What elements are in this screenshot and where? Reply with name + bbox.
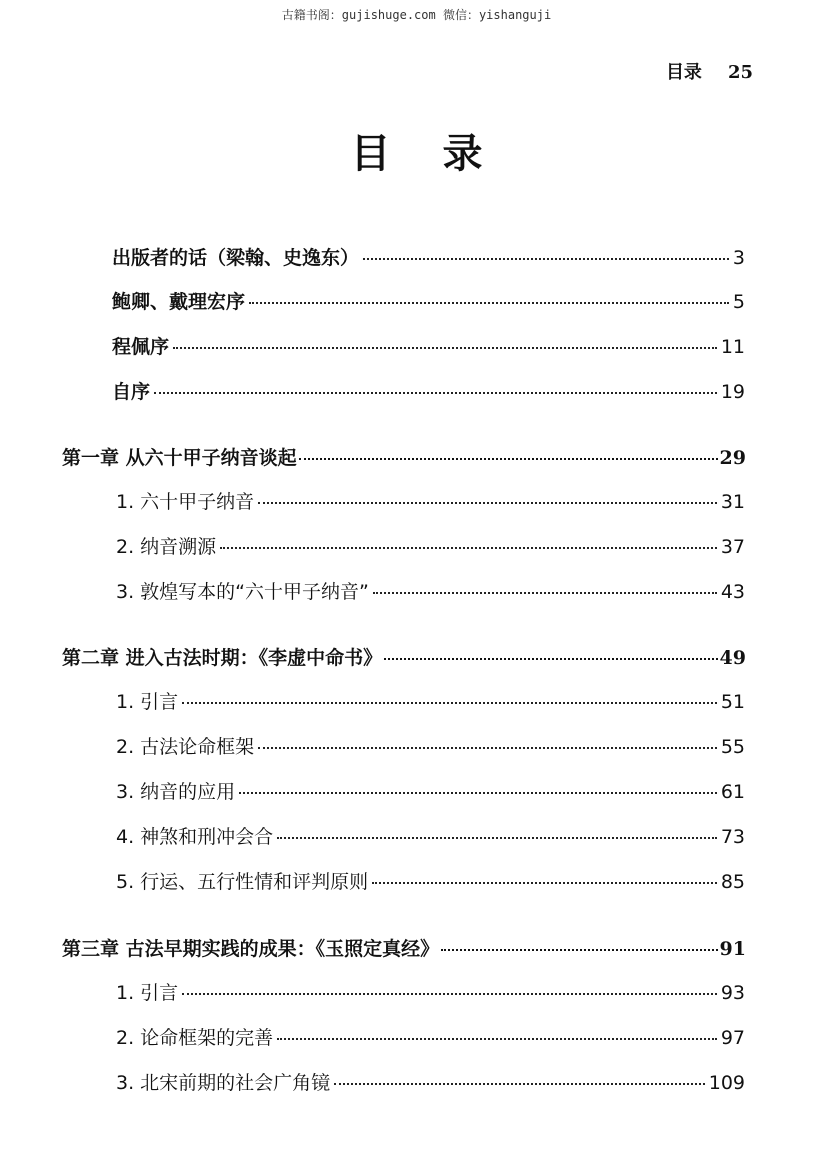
dot-leader [363, 258, 729, 260]
toc-entry-preface-cheng[interactable] [112, 332, 745, 362]
page-title: 目录 [350, 130, 535, 177]
toc-section-2-4[interactable] [116, 822, 745, 852]
toc-entry-title: 鲍卿、戴理宏序 [112, 291, 246, 313]
dot-leader [384, 658, 717, 660]
toc-entry-title: 4. 神煞和刑冲会合 [116, 826, 274, 848]
toc-entry-title: 1. 引言 [116, 982, 179, 1004]
toc-section-2-5[interactable] [116, 867, 745, 897]
toc-entry-title: 1. 引言 [116, 691, 179, 713]
dot-leader [220, 547, 717, 549]
toc-chapter-1[interactable] [62, 443, 746, 473]
toc-chapter-title: 第三章 古法早期实践的成果：《玉照定真经》 [62, 938, 440, 960]
toc-section-1-1[interactable] [116, 487, 745, 517]
toc-entry-page: 97 [720, 1027, 745, 1049]
dot-leader [173, 347, 717, 349]
toc-section-2-3[interactable] [116, 777, 745, 807]
toc-entry-author-preface[interactable] [112, 377, 745, 407]
toc-entry-title: 程佩序 [112, 336, 170, 358]
toc-entry-page: 73 [720, 826, 745, 848]
toc-entry-title: 3. 纳音的应用 [116, 781, 236, 803]
dot-leader [373, 592, 717, 594]
site-watermark: 古籍书阁：gujishuge.com 微信：yishanguji [281, 8, 552, 22]
dot-leader [249, 302, 729, 304]
toc-entry-preface-bao-dai[interactable] [112, 287, 745, 317]
dot-leader [239, 792, 717, 794]
toc-entry-page: 51 [720, 691, 745, 713]
toc-entry-page: 109 [708, 1072, 745, 1094]
dot-leader [182, 702, 717, 704]
toc-entry-page: 93 [720, 982, 745, 1004]
dot-leader [277, 837, 717, 839]
dot-leader [258, 747, 717, 749]
toc-entry-title: 3. 北宋前期的社会广角镜 [116, 1072, 331, 1094]
toc-entry-title: 3. 敦煌写本的“六十甲子纳音” [116, 581, 369, 603]
toc-entry-title: 5. 行运、五行性情和评判原则 [116, 871, 369, 893]
dot-leader [372, 882, 717, 884]
toc-entry-page: 43 [720, 581, 745, 603]
toc-section-1-2[interactable] [116, 532, 745, 562]
toc-entry-title: 1. 六十甲子纳音 [116, 491, 255, 513]
toc-entry-page: 19 [720, 381, 745, 403]
dot-leader [441, 949, 717, 951]
toc-section-3-2[interactable] [116, 1023, 745, 1053]
toc-section-2-2[interactable] [116, 732, 745, 762]
toc-entry-page: 85 [720, 871, 745, 893]
toc-entry-page: 55 [720, 736, 745, 758]
dot-leader [299, 458, 718, 460]
toc-chapter-2[interactable] [62, 643, 746, 673]
running-head-label: 目录 [665, 62, 702, 83]
toc-entry-title: 出版者的话（梁翰、史逸东） [112, 247, 360, 269]
toc-chapter-title: 第二章 进入古法时期：《李虚中命书》 [62, 647, 383, 669]
toc-entry-title: 自序 [112, 381, 151, 403]
running-head [666, 58, 753, 84]
toc-chapter-page: 29 [719, 447, 746, 469]
toc-entry-publisher-note[interactable] [112, 243, 745, 273]
toc-entry-page: 11 [720, 336, 745, 358]
dot-leader [334, 1083, 705, 1085]
toc-section-3-1[interactable] [116, 978, 745, 1008]
toc-section-2-1[interactable] [116, 687, 745, 717]
toc-chapter-title: 第一章 从六十甲子纳音谈起 [62, 447, 297, 469]
toc-entry-title: 2. 纳音溯源 [116, 536, 217, 558]
dot-leader [154, 392, 717, 394]
toc-entry-title: 2. 古法论命框架 [116, 736, 255, 758]
toc-section-3-3[interactable] [116, 1068, 745, 1098]
toc-entry-page: 31 [720, 491, 745, 513]
toc-chapter-page: 49 [719, 647, 746, 669]
toc-section-1-3[interactable] [116, 577, 745, 607]
dot-leader [258, 502, 717, 504]
dot-leader [277, 1038, 717, 1040]
toc-entry-page: 5 [732, 291, 745, 313]
dot-leader [182, 993, 717, 995]
running-head-page-number: 25 [727, 62, 753, 83]
toc-chapter-3[interactable] [62, 934, 746, 964]
toc-entry-page: 61 [720, 781, 745, 803]
toc-entry-title: 2. 论命框架的完善 [116, 1027, 274, 1049]
toc-entry-page: 37 [720, 536, 745, 558]
toc-entry-page: 3 [732, 247, 745, 269]
toc-chapter-page: 91 [719, 938, 746, 960]
